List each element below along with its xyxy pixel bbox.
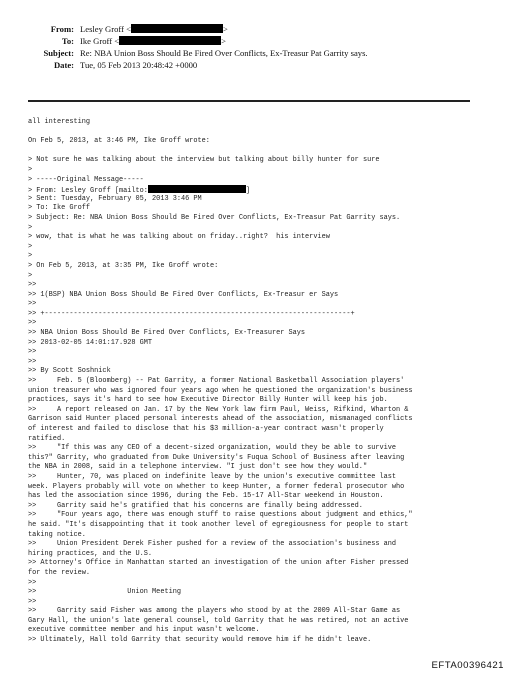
body-line-text: >> Ultimately, Hall told Garrity that security would remove him if he didn't leave. [28, 636, 372, 645]
body-line [28, 224, 498, 234]
body-line [28, 569, 498, 579]
body-line-text: all interesting [28, 118, 91, 126]
email-body [28, 118, 498, 646]
body-line [28, 636, 498, 646]
body-line [28, 272, 498, 282]
body-line-text: the NBA in 2008, said in a telephone interview. "I just don't see how they would." [28, 463, 368, 472]
from-value [80, 24, 228, 35]
body-line [28, 617, 498, 627]
body-line-text: > [28, 242, 33, 251]
body-line [28, 598, 498, 608]
document-id: EFTA00396421 [431, 660, 504, 671]
subject-row [0, 48, 512, 59]
to-row [0, 36, 512, 47]
body-line [28, 291, 498, 301]
body-line [28, 329, 498, 339]
body-line [28, 118, 498, 128]
body-line-text: >> Union President Derek Fisher pushed for a review of the association's business and [28, 540, 397, 549]
body-line [28, 550, 498, 560]
to-suffix: > [221, 36, 226, 46]
body-line [28, 415, 498, 425]
body-line-text: >> A report released on Jan. 17 by the New York law firm Paul, Weiss, Rifkind, Wharton & [28, 405, 409, 414]
body-line [28, 233, 498, 243]
body-line [28, 348, 498, 358]
header-divider [28, 100, 470, 102]
body-line [28, 511, 498, 521]
from-row [0, 24, 512, 35]
body-line [28, 137, 498, 147]
body-line-text: > Not sure he was talking about the interview but talking about billy hunter for sure [28, 156, 380, 165]
body-line [28, 367, 498, 377]
body-line [28, 607, 498, 617]
body-line [28, 128, 498, 138]
to-name: Ike Groff < [80, 36, 120, 46]
body-line-text: taking notice. [28, 530, 86, 539]
body-line-text: > On Feb 5, 2013, at 3:35 PM, Ike Groff wrote: [28, 261, 219, 270]
body-line-text: >> Feb. 5 (Bloomberg) -- Pat Garrity, a former National Basketball Association players' [28, 377, 405, 386]
body-line [28, 492, 498, 502]
body-line-text: >> Garrity said he's gratified that his concerns are finally being addressed. [28, 501, 363, 510]
body-line-text: >> [28, 357, 37, 366]
body-line-text: Garrison said Hunter placed personal interests ahead of the association, mismanaged conflicts [28, 415, 413, 424]
redaction-bar [148, 185, 246, 193]
body-line [28, 559, 498, 569]
body-line-text: Gary Hall, the union's late general counsel, told Garrity that he was retired, not an active [28, 616, 409, 625]
body-line [28, 300, 498, 310]
body-line-text: >> [28, 319, 37, 328]
redaction-bar [131, 24, 223, 33]
body-line-text: hiring practices, and the U.S. [28, 549, 153, 558]
body-line-text: > Sent: Tuesday, February 05, 2013 3:46 PM [28, 194, 202, 203]
body-line [28, 252, 498, 262]
body-line-text: > [28, 252, 33, 261]
body-line [28, 387, 498, 397]
body-line-text: On Feb 5, 2013, at 3:46 PM, Ike Groff wrote: [28, 137, 210, 146]
body-line-text: >> Hunter, 70, was placed on indefinite leave by the union's executive committee last [28, 472, 397, 481]
body-line-text: of interest and failed to disclose that his $3 million-a-year contract wasn't properly [28, 425, 384, 433]
body-line [28, 579, 498, 589]
body-line [28, 406, 498, 416]
body-line [28, 281, 498, 291]
body-line-text: ratified. [28, 434, 66, 443]
date-row [0, 60, 512, 71]
body-line-text: > [28, 271, 33, 280]
body-line [28, 377, 498, 387]
date-value: Tue, 05 Feb 2013 20:48:42 +0000 [80, 60, 198, 70]
body-line-text: >> +--------------------------------------------------------------------------+ [28, 309, 355, 318]
to-label: To: [61, 36, 74, 46]
body-line-text: > [28, 223, 33, 232]
from-suffix: > [222, 24, 228, 34]
body-line-text: > wow, that is what he was talking about on friday..right? his interview [28, 233, 330, 242]
body-line [28, 262, 498, 272]
mailto-suffix: ] [245, 187, 251, 196]
body-line-text: he said. "It's disappointing that it took another level of egregiousness for people to start [28, 520, 409, 529]
body-line [28, 473, 498, 483]
body-line-text: week. Players probably will vote on whether to keep Hunter, a former federal prosecutor who [28, 482, 405, 491]
body-line-text: > To: Ike Groff [28, 204, 91, 213]
body-line [28, 626, 498, 636]
body-line [28, 195, 498, 205]
subject-label: Subject: [43, 48, 74, 58]
body-line [28, 540, 498, 550]
to-value [80, 36, 226, 47]
body-line-text: >> "If this was any CEO of a decent-sized organization, would they be able to survive [28, 444, 397, 453]
body-line [28, 147, 498, 157]
body-line [28, 444, 498, 454]
from-name: Lesley Groff < [80, 24, 131, 34]
body-line-text: has led the association since 1996, during the Feb. 15-17 All-Star weekend in Houston. [28, 492, 384, 501]
body-line [28, 454, 498, 464]
body-line-text: >> NBA Union Boss Should Be Fired Over Conflicts, Ex-Treasurer Says [28, 329, 306, 338]
body-line [28, 396, 498, 406]
body-line-text: executive committee member and his input wasn't welcome. [28, 626, 260, 635]
body-line [28, 521, 498, 531]
body-line [28, 339, 498, 349]
body-line [28, 425, 498, 435]
body-line-text: >> [28, 597, 37, 606]
body-line-text: >> [28, 578, 37, 587]
body-line-text: > Subject: Re: NBA Union Boss Should Be Fired Over Conflicts, Ex-Treasur Pat Garrity says. [28, 213, 401, 222]
body-line-text: practices, says it's hard to see how Executive Director Billy Hunter will keep his job. [28, 396, 388, 405]
redaction-bar [119, 36, 221, 45]
body-line [28, 166, 498, 176]
body-line [28, 463, 498, 473]
body-line-text: >> 1(BSP) NBA Union Boss Should Be Fired Over Conflicts, Ex-Treasur er Says [28, 290, 339, 299]
body-line-text: >> Garrity said Fisher was among the players who stood by at the 2009 All-Star Game as [28, 607, 401, 616]
body-line [28, 358, 498, 368]
body-line-text: union treasurer who was ignored four years ago when he questioned the organization's business [28, 386, 413, 395]
body-line [28, 502, 498, 512]
body-line [28, 156, 498, 166]
body-line-text: >> Attorney's Office in Manhattan started an investigation of the union after Fisher pressed [28, 559, 409, 568]
body-line [28, 588, 498, 598]
subject-value: Re: NBA Union Boss Should Be Fired Over Conflicts, Ex-Treasur Pat Garrity says. [80, 48, 368, 58]
body-line [28, 185, 498, 195]
body-line [28, 531, 498, 541]
body-line [28, 214, 498, 224]
body-line-text: >> [28, 300, 37, 309]
body-line-text: >> Union Meeting [28, 588, 181, 597]
body-line-text: >> "Four years ago, there was enough stuff to raise questions about judgment and ethics," [28, 511, 413, 520]
body-line-text: >> [28, 348, 37, 357]
body-line-text: > From: Lesley Groff [mailto: [28, 187, 148, 196]
body-line [28, 176, 498, 186]
body-line [28, 319, 498, 329]
body-line-text: > [28, 165, 33, 174]
body-line [28, 310, 498, 320]
body-line [28, 483, 498, 493]
body-line-text: > -----Original Message----- [28, 175, 144, 184]
body-line-text: for the review. [28, 568, 91, 577]
body-line [28, 243, 498, 253]
from-label: From: [50, 24, 74, 34]
body-line-text: this?" Garrity, who graduated from Duke University's Fuqua School of Business after leaving [28, 453, 405, 462]
body-line-text: >> [28, 281, 37, 290]
body-line [28, 435, 498, 445]
body-line-text: >> 2013-02-05 14:01:17.928 GMT [28, 338, 153, 347]
body-line [28, 204, 498, 214]
email-header [0, 0, 512, 95]
body-line-text: >> By Scott Soshnick [28, 367, 111, 376]
date-label: Date: [53, 60, 74, 70]
